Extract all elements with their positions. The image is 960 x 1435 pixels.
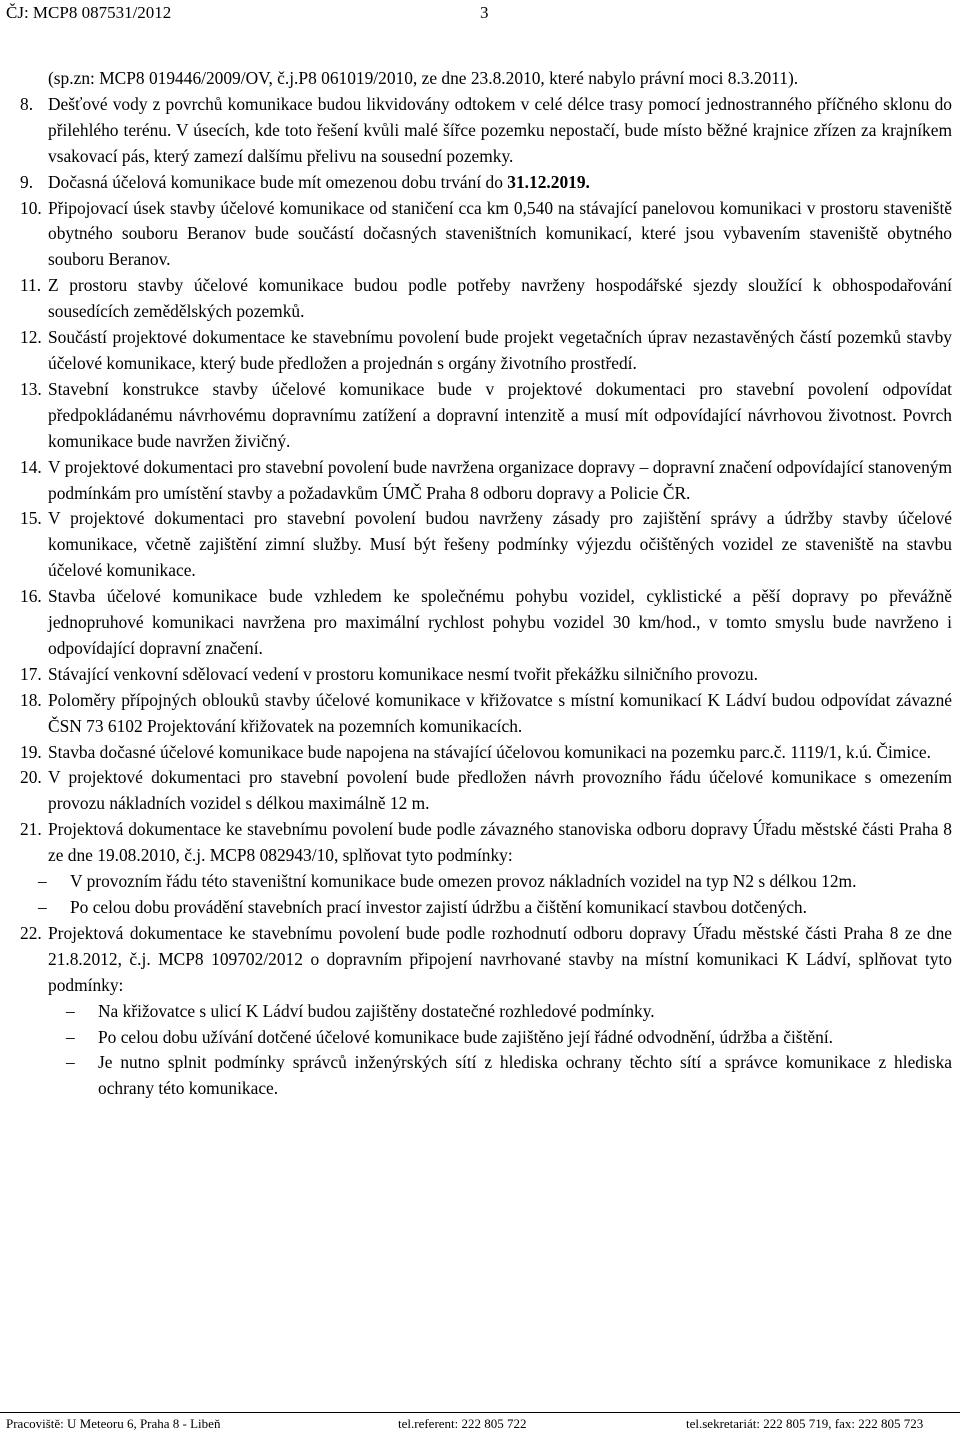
footer-divider xyxy=(0,1412,960,1413)
list-item-13 xyxy=(20,377,952,455)
item-text: Poloměry přípojných oblouků stavby účelové komunikace v křižovatce s místní komunikací K Ládví budou odpovídat závazné ČSN 73 6102 Projektování křižovatek na pozemních komunikacích. xyxy=(48,689,952,736)
item-text: Projektová dokumentace ke stavebnímu povolení bude podle závazného stanoviska odboru dopravy Úřadu městské části Praha 8 ze dne 19.08.2010, č.j. MCP8 082943/10, splňovat tyto podmínky: xyxy=(48,819,952,866)
list-item-18 xyxy=(20,688,952,740)
item-text: V projektové dokumentaci pro stavební povolení budou navrženy zásady pro zajištění správy a údržby stavby účelové komunikace, včetně zajištění zimní služby. Musí být řešeny podmínky výjezdu očištěných vozidel ze staveniště na stavbu účelové komunikace. xyxy=(48,508,952,581)
page-footer xyxy=(0,1416,960,1434)
list-item-17 xyxy=(20,662,952,688)
item-text: Dešťové vody z povrchů komunikace budou likvidovány odtokem v celé délce trasy pomocí jednostranného příčného sklonu do přilehlého terénu. V úsecích, kde toto řešení kvůli malé šířce pozemku nepostačí, bude místo běžné krajnice zřízen za krajníkem vsakovací pás, který zamezí dalšímu přelivu na sousední pozemky. xyxy=(48,93,952,166)
condition-22-3 xyxy=(20,1050,952,1102)
item-number: 11. xyxy=(20,275,42,296)
item-text: V projektové dokumentaci pro stavební povolení bude předložen návrh provozního řádu účelové komunikace s omezením provozu nákladních vozidel s délkou maximálně 12 m. xyxy=(48,767,952,814)
dash-bullet: – xyxy=(66,1026,75,1047)
item-text: Dočasná účelová komunikace bude mít omezenou dobu trvání do xyxy=(48,171,508,192)
item-number: 15. xyxy=(20,508,42,529)
item-number: 17. xyxy=(20,663,42,684)
condition-21-2 xyxy=(20,895,952,921)
condition-text: V provozním řádu této staveništní komunikace bude omezen provoz nákladních vozidel na typ N2 s délkou 12m. xyxy=(70,871,857,892)
item-number: 16. xyxy=(20,586,42,607)
item-text: Z prostoru stavby účelové komunikace budou podle potřeby navrženy hospodářské sjezdy sloužící k obhospodařování sousedících zemědělských pozemků. xyxy=(48,275,952,322)
list-item-8 xyxy=(20,92,952,170)
item-number: 19. xyxy=(20,741,42,762)
item-text: Projektová dokumentace ke stavebnímu povolení bude podle rozhodnutí odboru dopravy Úřadu městské části Praha 8 ze dne 21.8.2012, č.j. MCP8 109702/2012 o dopravním připojení navrhované stavby na místní komunikaci K Ládví, splňovat tyto podmínky: xyxy=(48,922,952,995)
item-text: V projektové dokumentaci pro stavební povolení bude navržena organizace dopravy – dopravní značení odpovídající stanoveným podmínkám pro umístění stavby a požadavkům ÚMČ Praha 8 odboru dopravy a Policie ČR. xyxy=(48,456,952,503)
footer-secretariat: tel.sekretariát: 222 805 719, fax: 222 805 723 xyxy=(686,1416,924,1431)
condition-text: Po celou dobu užívání dotčené účelové komunikace bude zajištěno její řádné odvodnění, údržba a čištění. xyxy=(98,1026,833,1047)
footer-workplace: Pracoviště: U Meteoru 6, Praha 8 - Libeň xyxy=(6,1416,221,1431)
intro-paragraph: (sp.zn: MCP8 019446/2009/OV, č.j.P8 061019/2010, ze dne 23.8.2010, které nabylo právní moci 8.3.2011). xyxy=(48,68,799,88)
list-item-11 xyxy=(20,273,952,325)
item-text: Stávající venkovní sdělovací vedení v prostoru komunikace nesmí tvořit překážku silničního provozu. xyxy=(48,663,758,684)
list-item-16 xyxy=(20,584,952,662)
condition-22-2 xyxy=(20,1025,952,1051)
list-item-14 xyxy=(20,455,952,507)
list-item-15 xyxy=(20,506,952,584)
list-item-21 xyxy=(20,817,952,869)
list-item-10 xyxy=(20,196,952,274)
condition-22-1 xyxy=(20,999,952,1025)
item-number: 20. xyxy=(20,767,42,788)
list-item-12 xyxy=(20,325,952,377)
dash-bullet: – xyxy=(38,897,47,917)
list-item-19 xyxy=(20,740,952,766)
footer-referent-phone: tel.referent: 222 805 722 xyxy=(398,1416,527,1431)
condition-text: Po celou dobu provádění stavebních prací investor zajistí údržbu a čištění komunikací stavbou dotčených. xyxy=(70,897,807,917)
item-text: Připojovací úsek stavby účelové komunikace od staničení cca km 0,540 na stávající panelovou komunikaci v prostoru staveniště obytného souboru Beranov bude součástí dočasných staveništních komunikací, které jsou vybavením staveniště obytného souboru Beranov. xyxy=(48,197,952,270)
dash-bullet: – xyxy=(66,1052,75,1073)
item-text: Stavba dočasné účelové komunikace bude napojena na stávající účelovou komunikaci na pozemku parc.č. 1119/1, k.ú. Čimice. xyxy=(48,741,931,762)
item-number: 14. xyxy=(20,456,42,477)
condition-text: Je nutno splnit podmínky správců inženýrských sítí z hlediska ochrany těchto sítí a správce komunikace z hlediska ochrany této komunikace. xyxy=(98,1052,952,1099)
item-text: Stavební konstrukce stavby účelové komunikace bude v projektové dokumentaci pro stavební povolení odpovídat předpokládanému návrhovému dopravnímu zatížení a dopravní intenzitě a musí mít odpovídající návrhovou životnost. Povrch komunikace bude navržen živičný. xyxy=(48,378,952,451)
expiry-date: 31.12.2019. xyxy=(507,171,590,192)
list-item-20 xyxy=(20,765,952,817)
document-body xyxy=(20,66,952,1102)
item-text: Stavba účelové komunikace bude vzhledem ke společnému pohybu vozidel, cyklistické a pěší dopravy po převážně jednopruhové komunikaci navržena pro maximální rychlost pohybu vozidel 30 km/hod., v tomto smyslu bude navrženo i odpovídající dopravní značení. xyxy=(48,586,952,658)
condition-21-1 xyxy=(20,869,952,895)
dash-bullet: – xyxy=(66,1000,75,1021)
item-number: 18. xyxy=(20,689,42,710)
page-header xyxy=(6,3,954,27)
item-number: 8. xyxy=(20,93,34,114)
item-number: 9. xyxy=(20,171,34,192)
item-number: 21. xyxy=(20,819,42,840)
condition-text: Na křižovatce s ulicí K Ládví budou zajištěny dostatečné rozhledové podmínky. xyxy=(98,1000,655,1021)
item-number: 13. xyxy=(20,378,42,399)
item-number: 10. xyxy=(20,197,42,218)
dash-bullet: – xyxy=(38,871,47,892)
document-reference: ČJ: MCP8 087531/2012 xyxy=(6,3,172,22)
item-text: Součástí projektové dokumentace ke stavebnímu povolení bude projekt vegetačních úprav nezastavěných částí pozemků stavby účelové komunikace, který bude předložen a projednán s orgány životního prostředí. xyxy=(48,327,952,373)
list-item-22 xyxy=(20,921,952,999)
item-number: 22. xyxy=(20,922,42,943)
item-number: 12. xyxy=(20,327,42,348)
list-item-9 xyxy=(20,170,952,196)
page-number: 3 xyxy=(480,3,489,22)
